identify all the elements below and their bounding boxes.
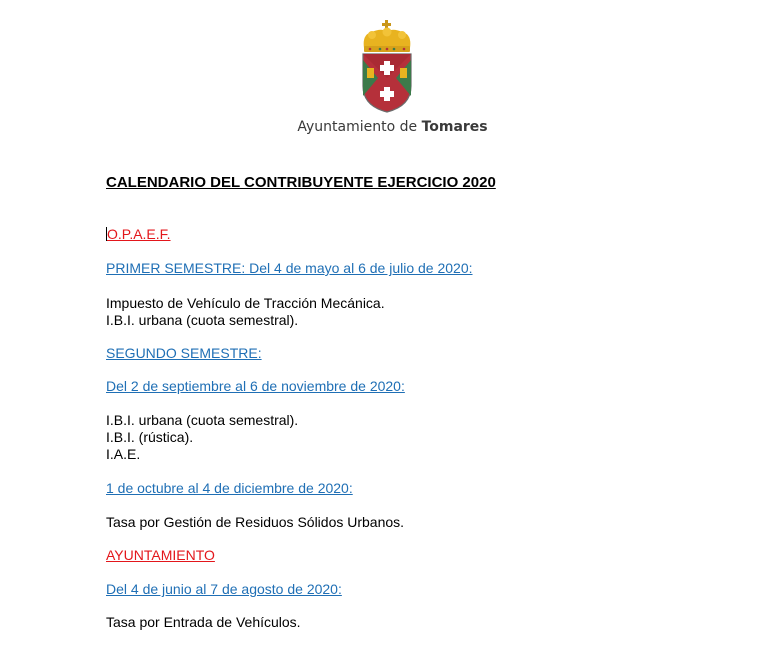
period-heading-primer-semestre: PRIMER SEMESTRE: Del 4 de mayo al 6 de julio de 2020: [106, 260, 473, 276]
document-title: CALENDARIO DEL CONTRIBUYENTE EJERCICIO 2020 [106, 174, 496, 191]
period-dates-segundo-semestre: Del 2 de septiembre al 6 de noviembre de 2020: [106, 378, 405, 394]
section-heading-ayuntamiento: AYUNTAMIENTO [106, 547, 215, 563]
list-item: I.B.I. urbana (cuota semestral). [106, 412, 299, 428]
period-dates-junio: Del 4 de junio al 7 de agosto de 2020: [106, 581, 342, 597]
organization-name-prefix: Ayuntamiento de [297, 119, 422, 135]
section-heading-opaef-text: O.P.A.E.F. [107, 226, 171, 242]
list-item: I.B.I. (rústica). [106, 429, 194, 445]
list-item: Impuesto de Vehículo de Tracción Mecánica. [106, 295, 385, 311]
list-item: I.A.E. [106, 446, 141, 462]
list-item: I.B.I. urbana (cuota semestral). [106, 312, 299, 328]
organization-name-bold: Tomares [421, 119, 488, 135]
list-item: Tasa por Entrada de Vehículos. [106, 614, 301, 630]
section-heading-opaef [106, 226, 171, 243]
period-heading-segundo-semestre: SEGUNDO SEMESTRE: [106, 345, 262, 361]
coat-of-arms-logo [358, 20, 416, 114]
organization-name [0, 119, 775, 135]
list-item: Tasa por Gestión de Residuos Sólidos Urbanos. [106, 514, 405, 530]
period-dates-octubre: 1 de octubre al 4 de diciembre de 2020: [106, 480, 353, 496]
